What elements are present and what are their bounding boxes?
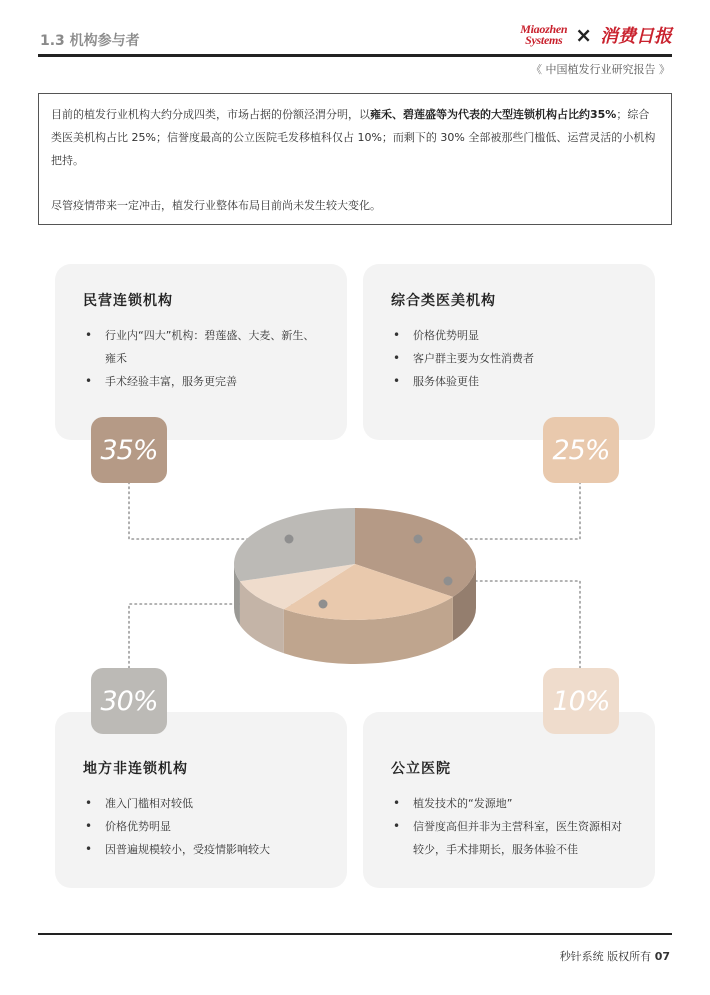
card-title: 地方非连锁机构: [83, 761, 188, 777]
intro-paragraph-1: 目前的植发行业机构大约分成四类，市场占据的份额泾渭分明，以雍禾、碧莲盛等为代表的大型连锁机构占比约35%；综合类医美机构占比 25%；信誉度最高的公立医院毛发移植科仅占 10%；而剩下的 30% 全部被那些门槛低、运营灵活的小机构把持。: [51, 108, 656, 167]
list-item: • 植发技术的“发源地”: [391, 792, 629, 815]
percent-badge-30: 30%: [91, 668, 167, 734]
card-title: 综合类医美机构: [391, 293, 496, 309]
connector-dot-2: [444, 577, 453, 586]
card-title: 公立医院: [391, 761, 451, 777]
report-subtitle: 《 中国植发行业研究报告 》: [531, 63, 670, 76]
percent-badge-35: 35%: [91, 417, 167, 483]
footer: [560, 948, 670, 964]
copyright-text: 秒针系统 版权所有: [559, 950, 652, 963]
list-item: • 客户群主要为女性消费者: [391, 347, 629, 370]
connector-dot-1: [414, 535, 423, 544]
intro-paragraph-2: 尽管疫情带来一定冲击，植发行业整体布局目前尚未发生较大变化。: [51, 199, 381, 212]
partner-logo: 消费日报: [600, 26, 672, 47]
page-number: 07: [654, 950, 670, 963]
list-item: • 行业内“四大”机构：碧莲盛、大麦、新生、雍禾: [83, 324, 321, 370]
miaozhen-logo: Miaozhen Systems: [520, 22, 568, 47]
brand-separator: ×: [575, 23, 592, 47]
list-item: • 服务体验更佳: [391, 370, 629, 393]
percent-badge-25: 25%: [543, 417, 619, 483]
card-title: 民营连锁机构: [83, 293, 173, 309]
list-item: • 信誉度高但并非为主营科室，医生资源相对较少，手术排期长，服务体验不佳: [391, 815, 629, 861]
footer-divider: [38, 933, 672, 935]
section-title: 1.3 机构参与者: [40, 33, 140, 49]
list-item: • 准入门槛相对较低: [83, 792, 321, 815]
list-item: • 价格优势明显: [391, 324, 629, 347]
connector-dot-3: [319, 600, 328, 609]
percent-badge-10: 10%: [543, 668, 619, 734]
list-item: • 价格优势明显: [83, 815, 321, 838]
list-item: • 因普遍规模较小，受疫情影响较大: [83, 838, 321, 861]
connector-dot-0: [285, 535, 294, 544]
list-item: • 手术经验丰富，服务更完善: [83, 370, 321, 393]
